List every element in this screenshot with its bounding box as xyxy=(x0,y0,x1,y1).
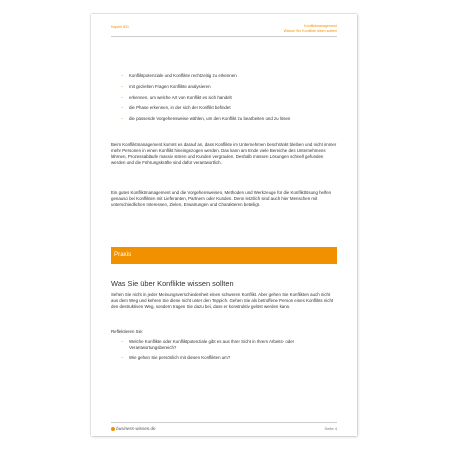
bullet-marker: – xyxy=(121,73,124,78)
list-item xyxy=(121,339,331,351)
bullet-marker: – xyxy=(121,105,124,111)
header-title: Konfliktmanagement xyxy=(304,24,337,28)
page-footer xyxy=(111,422,337,431)
list-item-text: Welche Konflikte oder Konfliktpotenziale gibt es aus Ihrer Sicht in Ihrem Arbeits- oder Verantwortungsbereich? xyxy=(129,339,295,350)
list-item-text: die passende Vorgehensweise wählen, um den Konflikt zu bearbeiten und zu lösen xyxy=(129,116,291,122)
body-paragraph: Ein gutes Konfliktmanagement und die Vorgehensweisen, Methoden und Werkzeuge für die Konfliktlösung helfen genauso bei Konflikten mit Lieferanten, Partnern oder Kunden. Denn letztlich sind auch hier Menschen mit unterschiedlichen Interessen, Zielen, Erwartungen und Charakteren beteiligt. xyxy=(111,190,332,208)
bullet-marker: – xyxy=(121,83,124,89)
list-item-text: Konfliktpotenziale und Konflikte rechtzeitig zu erkennen xyxy=(129,73,237,78)
logo-text: business-wissen.de xyxy=(116,426,156,431)
page-content xyxy=(111,24,337,431)
banner-label: Praxis xyxy=(114,251,132,258)
brand-logo[interactable] xyxy=(111,426,155,431)
list-item-text: Wie gehen Sie persönlich mit diesen Konflikten um? xyxy=(129,355,231,360)
list-item-text: mit gezielten Fragen Konflikte analysieren xyxy=(129,83,211,89)
page-header xyxy=(111,24,337,37)
list-item xyxy=(121,95,331,101)
header-titles xyxy=(284,24,337,33)
header-subtitle: Warum Sie Konflikte lösen sollten xyxy=(283,28,337,33)
bullet-marker: – xyxy=(121,116,124,122)
practice-banner xyxy=(111,247,337,264)
list-item xyxy=(121,105,331,111)
reflection-list xyxy=(121,339,331,365)
goals-list xyxy=(121,73,331,127)
list-item xyxy=(121,73,331,79)
list-item xyxy=(121,84,331,90)
body-paragraph: Sehen Sie nicht in jeder Meinungsverschiedenheit einen schweren Konflikt. Aber gehen Sie Konflikten auch nicht aus dem Weg und kehren Sie diese nicht unter den Teppich. Gehen Sie als betroffene Person eines Konflikts nicht den destruktiven Weg, sondern tragen Sie dazu bei, dass er konstruktiv gelöst werden kann. xyxy=(111,292,334,310)
list-item-text: die Phase erkennen, in der sich der Konflikt befindet xyxy=(129,105,231,111)
reflection-intro: Reflektieren Sie: xyxy=(111,329,144,334)
bullet-marker: – xyxy=(121,339,124,344)
chapter-label: Kapitel 831 xyxy=(111,25,129,29)
logo-dot-icon xyxy=(111,427,115,431)
list-item xyxy=(121,116,331,122)
list-item-text: erkennen, um welche Art von Konflikt es sich handelt xyxy=(129,94,232,100)
bullet-marker: – xyxy=(121,355,124,360)
section-heading: Was Sie über Konflikte wissen sollten xyxy=(111,279,234,288)
list-item xyxy=(121,355,331,361)
bullet-marker: – xyxy=(121,94,124,100)
page-number: Seite 4 xyxy=(324,426,337,431)
document-page xyxy=(91,14,357,436)
body-paragraph: Beim Konfliktmanagement kommt es darauf an, dass Konflikte im Unternehmen beschränkt bleiben und nicht immer mehr Personen in einen Konflikt hineingezogen werden. Das kann am Ende viele Bereiche des Unternehmens lähmen, Prozessabläufe massiv stören und Kunden vergraulen. Deshalb müssen Lösungen schnell gefunden werden und die Führungskräfte sind dafür verantwortlich. xyxy=(111,142,337,166)
